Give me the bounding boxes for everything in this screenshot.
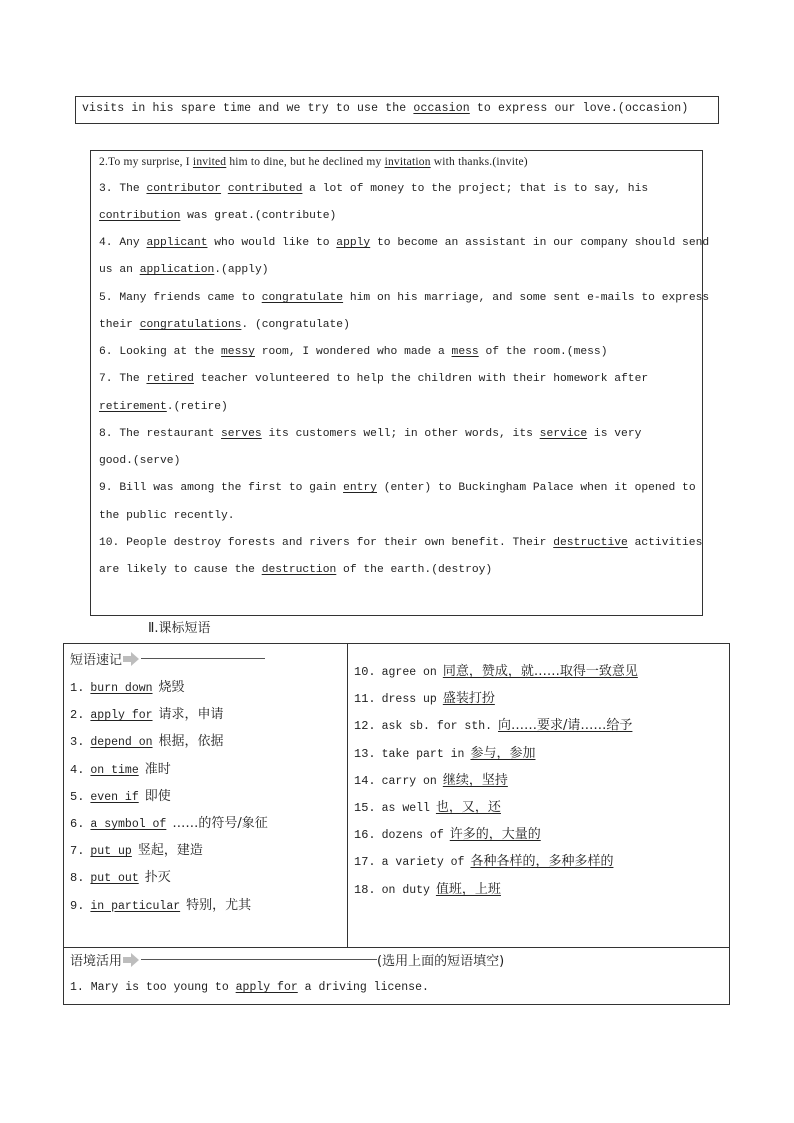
phrase-chinese: 请求，申请 <box>158 707 224 723</box>
sentence-text: People destroy forests and rivers for their own benefit. Their <box>119 537 554 549</box>
answer-blank: contributed <box>227 183 303 195</box>
item-number: 6. <box>99 346 113 358</box>
phrase-english: even if <box>90 790 139 804</box>
exercise-line <box>99 537 702 549</box>
heading-label: 语境活用 <box>70 954 123 969</box>
item-number: 4. <box>99 237 113 249</box>
answer-blank: congratulate <box>261 292 344 304</box>
exercise-line <box>99 237 709 249</box>
phrase-item <box>70 758 171 777</box>
phrase-item <box>354 687 495 706</box>
answer-blank: congratulations <box>139 319 242 331</box>
phrase-english: as well <box>381 802 430 815</box>
phrase-english: on time <box>90 763 139 777</box>
phrase-item <box>354 796 501 815</box>
phrase-number: 9. <box>70 898 85 913</box>
phrase-english: depend on <box>90 736 153 750</box>
sentence-text: The restaurant <box>112 428 222 440</box>
item-number: 1. <box>70 981 84 994</box>
item-number: 10. <box>99 537 120 549</box>
exercise-line <box>99 455 180 467</box>
context-heading <box>70 950 504 969</box>
word-form-exercise-box <box>90 150 710 616</box>
phrase-chinese: 扑灭 <box>144 870 171 886</box>
sentence-text: to become an assistant in our company should send <box>370 237 710 249</box>
sentence-text: .(retire) <box>166 401 228 413</box>
column-divider <box>347 644 348 947</box>
phrase-number: 6. <box>70 817 85 831</box>
answer-blank: messy <box>221 346 255 358</box>
phrase-item <box>70 785 171 804</box>
sentence-text: good.(serve) <box>99 455 181 467</box>
exercise-line <box>99 401 228 413</box>
phrase-english: ask sb. for sth. <box>381 720 493 734</box>
phrase-english: take part in <box>381 747 465 761</box>
sentence-text: with thanks.(invite) <box>430 156 528 168</box>
sentence-text: him to dine, but he declined my <box>226 156 385 168</box>
phrase-chinese: 竖起，建造 <box>137 843 203 859</box>
phrase-number: 16. <box>354 828 376 843</box>
phrase-chinese: 许多的，大量的 <box>449 827 541 843</box>
phrase-english: in particular <box>90 899 181 913</box>
sentence-text: are likely to cause the <box>99 564 262 576</box>
answer-blank: invitation <box>384 156 431 168</box>
exercise-line <box>99 482 696 494</box>
sentence-text: was great.(contribute) <box>180 210 337 222</box>
answer-blank: retirement <box>99 401 167 413</box>
phrase-chinese: 烧毁 <box>158 680 185 695</box>
sentence-text: Bill was among the first to gain <box>112 482 344 494</box>
phrase-chinese: 特别，尤其 <box>186 897 252 913</box>
answer-blank: applicant <box>146 237 208 249</box>
sentence-text: . (congratulate) <box>241 319 350 331</box>
sentence-text: .(apply) <box>214 264 269 276</box>
sentence-text: who would like to <box>207 237 337 249</box>
phrase-english: agree on <box>381 666 437 679</box>
phrase-chinese: 参与，参加 <box>470 745 536 761</box>
phrase-number: 13. <box>354 746 376 761</box>
item-number: 3. <box>99 183 113 195</box>
phrase-item <box>70 894 251 913</box>
sentence-text: The <box>112 373 147 385</box>
phrase-number: 4. <box>70 762 85 777</box>
phrase-number: 7. <box>70 844 85 859</box>
sentence-text: (enter) to Buckingham Palace when it opened to <box>376 482 696 494</box>
exercise-line <box>99 346 607 358</box>
phrase-item <box>354 850 613 869</box>
exercise-line <box>99 210 336 222</box>
phrase-item <box>354 742 535 761</box>
exercise-line <box>99 156 528 168</box>
sentence-text: us an <box>99 264 140 276</box>
exercise-line <box>99 292 709 304</box>
phrase-item <box>70 866 171 885</box>
exercise-line <box>99 564 492 576</box>
phrase-english: apply for <box>90 709 153 723</box>
phrase-number: 11. <box>354 692 376 707</box>
sentence-text: Looking at the <box>112 346 222 358</box>
answer-blank: serves <box>221 428 262 440</box>
phrase-chinese: 继续，坚持 <box>442 772 508 788</box>
phrase-item <box>354 714 632 733</box>
sentence-text: its customers well; in other words, its <box>261 428 540 440</box>
phrase-english: dress up <box>381 693 437 707</box>
phrase-english: a symbol of <box>90 818 167 831</box>
phrase-number: 3. <box>70 735 85 750</box>
phrase-item <box>70 839 203 858</box>
phrase-item <box>70 676 185 695</box>
phrase-number: 10. <box>354 665 376 679</box>
phrase-chinese: 即使 <box>144 788 171 804</box>
exercise-line <box>99 428 641 440</box>
phrase-english: a variety of <box>381 856 465 870</box>
answer-blank: entry <box>343 482 377 494</box>
phrase-number: 18. <box>354 882 376 897</box>
item-number: 9. <box>99 482 113 494</box>
item-number: 8. <box>99 428 113 440</box>
answer-blank: destruction <box>261 564 337 576</box>
exercise-line <box>99 264 269 276</box>
heading-rule <box>141 658 265 659</box>
item-number: 2. <box>99 156 109 168</box>
phrase-number: 14. <box>354 773 376 788</box>
item-number: 7. <box>99 373 113 385</box>
phrase-number: 2. <box>70 708 85 723</box>
exercise-sentence-1 <box>82 102 688 115</box>
context-note: (选用上面的短语填空) <box>377 954 505 969</box>
phrase-item <box>70 730 224 749</box>
phrase-item <box>70 703 224 722</box>
arrow-icon <box>123 953 139 967</box>
heading-label: 短语速记 <box>70 653 123 668</box>
phrase-number: 1. <box>70 681 85 695</box>
sentence-text: of the room.(mess) <box>478 346 608 358</box>
section-title: Ⅱ.课标短语 <box>148 621 211 636</box>
phrase-chinese: 也，又，还 <box>435 800 501 815</box>
phrase-number: 8. <box>70 871 85 886</box>
phrase-chinese: 同意，赞成，就……取得一致意见 <box>442 664 638 679</box>
answer-blank: contribution <box>99 210 181 222</box>
phrase-number: 5. <box>70 789 85 804</box>
answer-blank: mess <box>451 346 479 358</box>
context-sentence <box>70 981 429 994</box>
phrase-english: on duty <box>381 883 430 897</box>
sentence-text: of the earth.(destroy) <box>336 564 493 576</box>
phrase-item <box>354 878 501 897</box>
sentence-text: The <box>112 183 147 195</box>
item-number: 5. <box>99 292 113 304</box>
phrase-item <box>354 823 541 842</box>
phrase-chinese: 准时 <box>144 761 171 777</box>
exercise-line <box>99 319 350 331</box>
sentence-text: is very <box>587 428 642 440</box>
previous-exercise-box <box>75 96 719 124</box>
sentence-text: To my surprise, I <box>108 156 193 168</box>
phrase-english: carry on <box>381 774 437 788</box>
arrow-icon <box>123 652 139 666</box>
sentence-text: their <box>99 319 140 331</box>
phrase-table <box>63 643 730 1005</box>
sentence-text: Any <box>112 237 147 249</box>
phrase-item <box>354 769 508 788</box>
phrase-item <box>70 812 268 831</box>
phrase-number: 17. <box>354 855 376 870</box>
sentence-text: teacher volunteered to help the children with their homework after <box>193 373 649 385</box>
phrase-chinese: 各种各样的，多种多样的 <box>470 854 614 870</box>
phrase-chinese: ……的符号/象征 <box>172 816 268 831</box>
sentence-text: room, I wondered who made a <box>254 346 452 358</box>
sentence-text: Many friends came to <box>112 292 262 304</box>
phrase-number: 12. <box>354 719 376 734</box>
phrase-chinese: 值班，上班 <box>435 881 501 897</box>
exercise-line <box>99 183 648 195</box>
phrase-number: 15. <box>354 801 376 815</box>
phrase-english: dozens of <box>381 829 444 843</box>
phrase-english: burn down <box>90 682 153 695</box>
answer-blank: contributor <box>146 183 222 195</box>
exercise-line <box>99 510 235 522</box>
answer-blank: service <box>539 428 588 440</box>
exercise-line <box>99 373 648 385</box>
sentence-text: a driving license. <box>297 981 429 994</box>
answer-blank: application <box>139 264 215 276</box>
phrase-chinese: 向……要求/请……给予 <box>498 718 633 734</box>
answer-blank: apply <box>336 237 371 249</box>
phrase-chinese: 盛装打扮 <box>442 691 495 707</box>
answer-blank: apply for <box>235 981 298 994</box>
sentence-text: visits in his spare time and we try to use the <box>82 102 414 115</box>
sentence-text: a lot of money to the project; that is to say, his <box>302 183 649 195</box>
phrase-item <box>354 660 638 679</box>
phrase-chinese: 根据，依据 <box>158 734 224 750</box>
answer-blank: occasion <box>413 102 470 115</box>
sentence-text: him on his marriage, and some sent e-mails to express <box>343 292 710 304</box>
sentence-text <box>221 183 228 195</box>
row-divider <box>64 947 729 948</box>
phrase-memo-heading <box>70 649 265 668</box>
sentence-text: the public recently. <box>99 510 235 522</box>
phrase-english: put out <box>90 872 139 886</box>
heading-rule <box>141 959 377 960</box>
sentence-text: activities <box>627 537 703 549</box>
phrase-english: put up <box>90 845 132 859</box>
answer-blank: destructive <box>553 537 628 549</box>
sentence-text: Mary is too young to <box>83 981 236 994</box>
answer-blank: invited <box>192 156 227 168</box>
answer-blank: retired <box>146 373 194 385</box>
sentence-text: to express our love.(occasion) <box>469 102 689 115</box>
